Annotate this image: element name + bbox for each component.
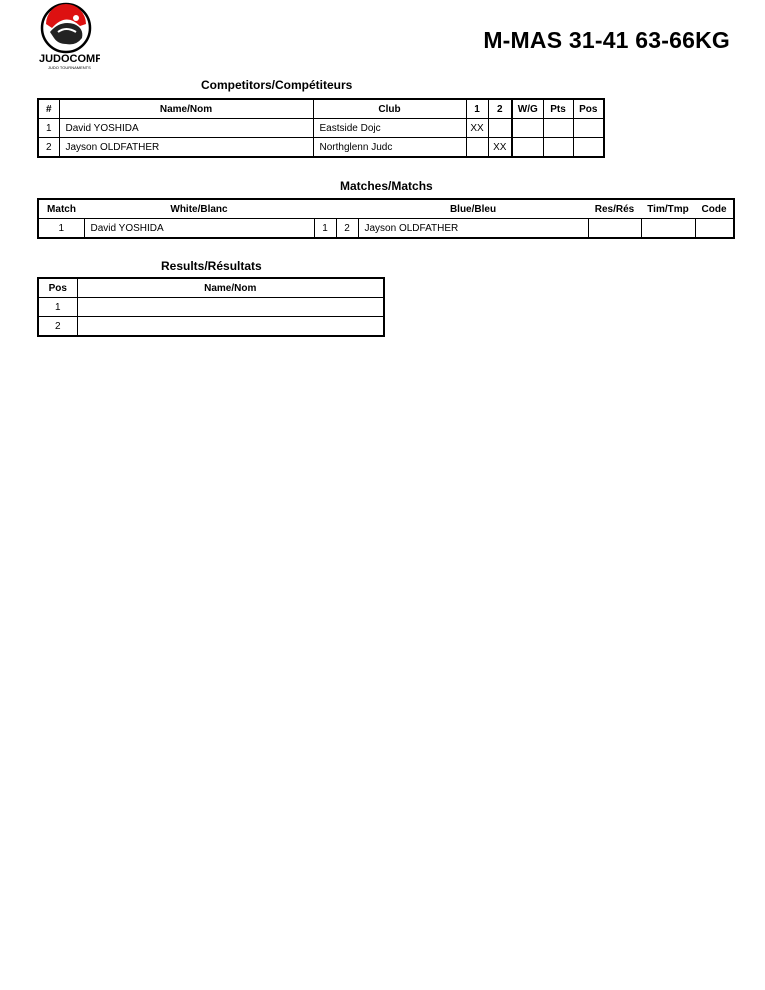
match-white-name: David YOSHIDA [84,219,314,239]
match-white-num: 1 [314,219,336,239]
matches-header-row [38,199,734,219]
col-bnum-header [336,199,358,219]
results-header-row [38,278,384,298]
competitor-wg [512,119,543,138]
col-wnum-header [314,199,336,219]
competitor-r1 [466,138,488,158]
competitor-club: Northglenn Judc [313,138,466,158]
match-blue-num: 2 [336,219,358,239]
col-r2-header: 2 [488,99,512,119]
result-name [77,298,384,317]
col-wg-header: W/G [512,99,543,119]
table-row [38,298,384,317]
competitor-club: Eastside Dojc [313,119,466,138]
col-num-header: # [38,99,59,119]
competitor-r1: XX [466,119,488,138]
col-name-header: Name/Nom [59,99,313,119]
match-result [588,219,641,239]
match-code [695,219,734,239]
matches-title: Matches/Matchs [340,179,433,193]
result-name [77,317,384,337]
col-club-header: Club [313,99,466,119]
result-pos: 1 [38,298,77,317]
competitor-r2: XX [488,138,512,158]
col-result-name-header: Name/Nom [77,278,384,298]
col-r1-header: 1 [466,99,488,119]
results-title: Results/Résultats [161,259,262,273]
logo-subtext: JUDO TOURNAMENTS [48,65,91,70]
competitor-pts [543,138,573,158]
competitors-title: Competitors/Compétiteurs [201,78,353,92]
competitor-wg [512,138,543,158]
col-match-header: Match [38,199,84,219]
col-pts-header: Pts [543,99,573,119]
competitors-table [37,98,605,158]
competitors-header-row [38,99,604,119]
logo-wordmark: JUDOCOMP [39,53,100,65]
match-number: 1 [38,219,84,239]
col-result-pos-header: Pos [38,278,77,298]
results-table [37,277,385,337]
table-row [38,138,604,158]
match-time [641,219,695,239]
table-row [38,219,734,239]
result-pos: 2 [38,317,77,337]
table-row [38,119,604,138]
competitor-pts [543,119,573,138]
judocomp-logo [36,2,100,72]
competitor-num: 2 [38,138,59,158]
competitor-num: 1 [38,119,59,138]
competitor-pos [573,119,604,138]
col-pos-header: Pos [573,99,604,119]
competitor-r2 [488,119,512,138]
col-res-header: Res/Rés [588,199,641,219]
col-tim-header: Tim/Tmp [641,199,695,219]
col-code-header: Code [695,199,734,219]
match-blue-name: Jayson OLDFATHER [358,219,588,239]
col-white-header: White/Blanc [84,199,314,219]
competitor-pos [573,138,604,158]
col-blue-header: Blue/Bleu [358,199,588,219]
table-row [38,317,384,337]
matches-table [37,198,735,239]
competitor-name: Jayson OLDFATHER [59,138,313,158]
page-title: M-MAS 31-41 63-66KG [483,27,730,53]
competitor-name: David YOSHIDA [59,119,313,138]
